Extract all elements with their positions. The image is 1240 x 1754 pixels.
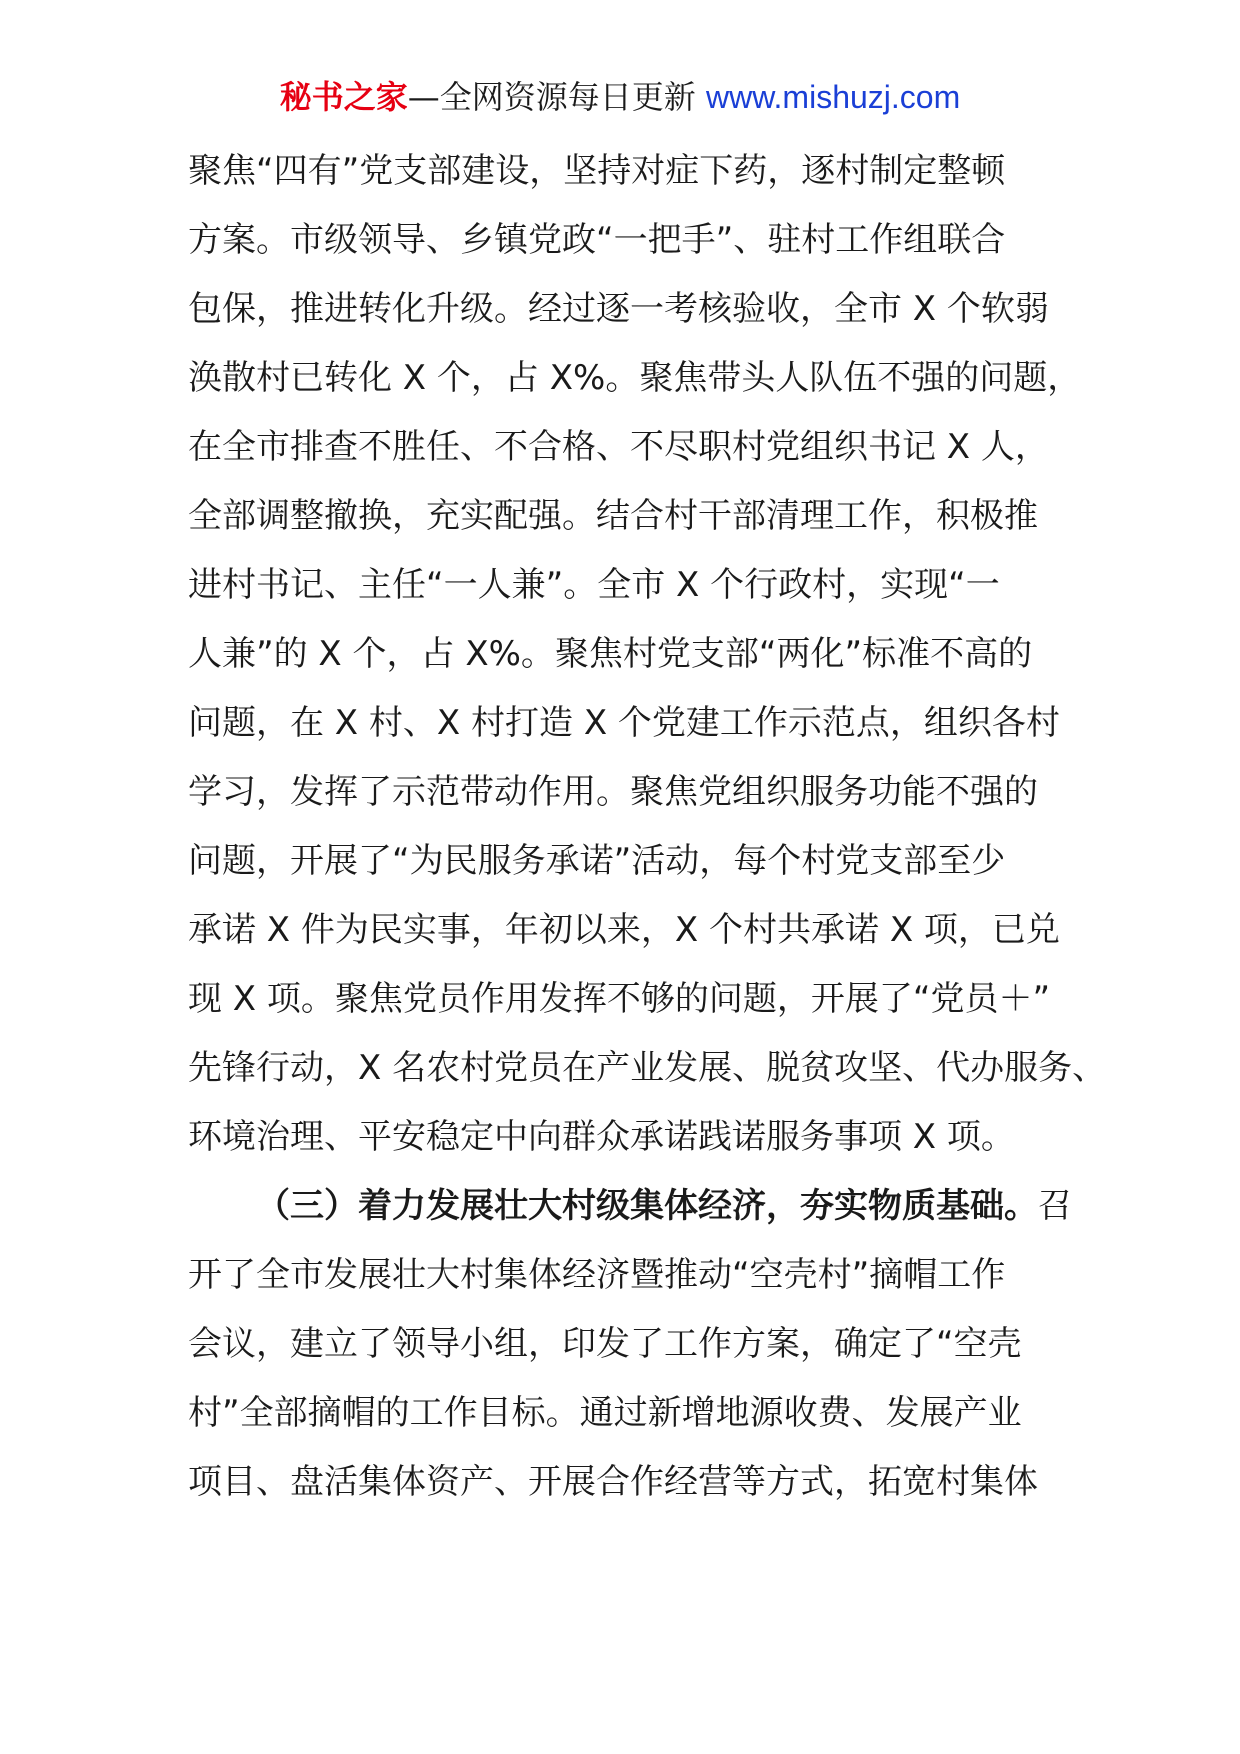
paragraph-line: 聚焦“四有”党支部建设，坚持对症下药，逐村制定整顿 [188, 151, 1006, 191]
site-url-link[interactable]: www.mishuzj.com [705, 79, 961, 115]
section-heading-line [188, 1172, 1072, 1241]
paragraph-line: 方案。市级领导、乡镇党政“一把手”、驻村工作组联合 [188, 220, 1006, 260]
section-first-line-tail: 召 [1038, 1186, 1072, 1226]
paragraph-line: 学习，发挥了示范带动作用。聚焦党组织服务功能不强的 [188, 772, 1038, 812]
paragraph-line: 会议，建立了领导小组，印发了工作方案，确定了“空壳 [188, 1324, 1022, 1364]
paragraph-line: 现 X 项。聚焦党员作用发挥不够的问题，开展了“党员＋” [188, 979, 1051, 1019]
document-body [188, 137, 1107, 1517]
paragraph-line: 项目、盘活集体资产、开展合作经营等方式，拓宽村集体 [188, 1462, 1038, 1502]
paragraph-line: 涣散村已转化 X 个，占 X%。聚焦带头人队伍不强的问题， [188, 358, 1082, 398]
paragraph-line: 在全市排查不胜任、不合格、不尽职村党组织书记 X 人， [188, 427, 1049, 467]
paragraph-line: 问题，开展了“为民服务承诺”活动，每个村党支部至少 [188, 841, 1006, 881]
paragraph-line: 进村书记、主任“一人兼”。全市 X 个行政村，实现“一 [188, 565, 1000, 605]
paragraph-line: 全部调整撤换，充实配强。结合村干部清理工作，积极推 [188, 496, 1038, 536]
site-tagline: —全网资源每日更新 [407, 78, 706, 116]
paragraph-line: 环境治理、平安稳定中向群众承诺践诺服务事项 X 项。 [188, 1117, 1015, 1157]
section-heading: （三）着力发展壮大村级集体经济，夯实物质基础。 [256, 1186, 1038, 1226]
site-brand: 秘书之家 [279, 78, 408, 116]
paragraph-line: 开了全市发展壮大村集体经济暨推动“空壳村”摘帽工作 [188, 1255, 1006, 1295]
paragraph-line: 村”全部摘帽的工作目标。通过新增地源收费、发展产业 [188, 1393, 1022, 1433]
paragraph-line: 先锋行动，X 名农村党员在产业发展、脱贫攻坚、代办服务、 [188, 1048, 1107, 1088]
site-header [0, 74, 1240, 120]
paragraph-line: 包保，推进转化升级。经过逐一考核验收，全市 X 个软弱 [188, 289, 1049, 329]
paragraph-line: 人兼”的 X 个，占 X%。聚焦村党支部“两化”标准不高的 [188, 634, 1033, 674]
paragraph-line: 承诺 X 件为民实事，年初以来，X 个村共承诺 X 项，已兑 [188, 910, 1060, 950]
paragraph-line: 问题，在 X 村、X 村打造 X 个党建工作示范点，组织各村 [188, 703, 1060, 743]
